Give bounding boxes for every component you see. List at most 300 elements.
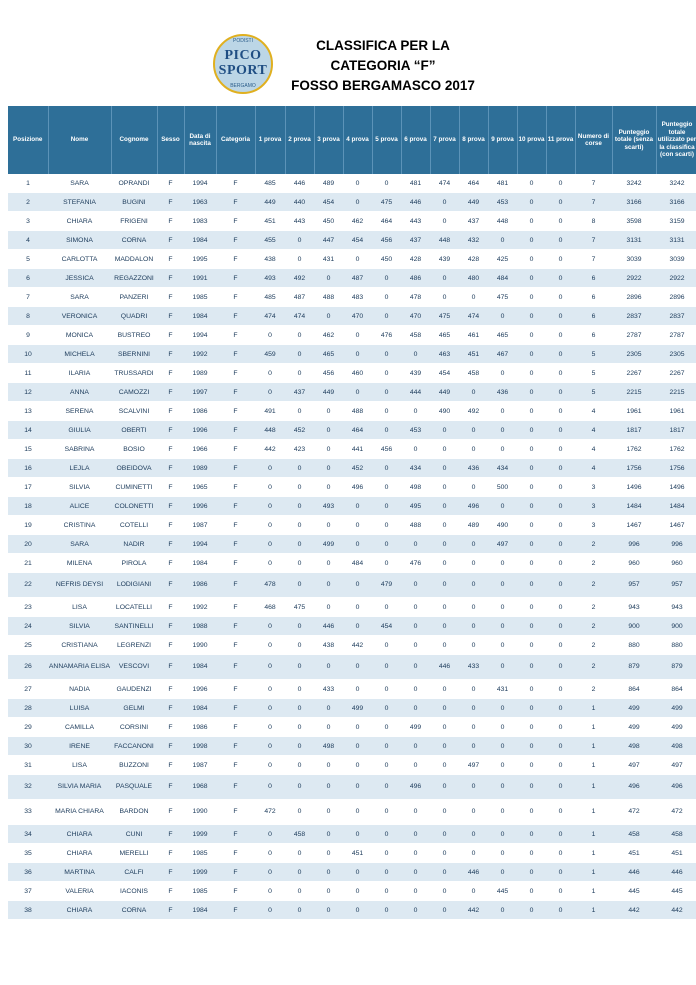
table-cell: 454: [314, 193, 343, 212]
table-cell: 0: [430, 617, 459, 636]
table-cell: 436: [488, 383, 517, 402]
table-row: [8, 680, 696, 699]
table-cell: 450: [314, 212, 343, 231]
table-cell: 0: [401, 655, 430, 680]
table-cell: VALERIA: [48, 882, 111, 901]
table-cell: 488: [401, 516, 430, 535]
table-cell: SIMONA: [48, 231, 111, 250]
table-cell: BOSIO: [111, 440, 157, 459]
table-cell: SARA: [48, 535, 111, 554]
table-cell: 0: [372, 174, 401, 193]
table-cell: 0: [343, 800, 372, 825]
table-row: [8, 825, 696, 844]
table-cell: 19: [8, 516, 48, 535]
table-cell: GELMI: [111, 699, 157, 718]
table-cell: 0: [314, 459, 343, 478]
table-cell: 0: [255, 825, 285, 844]
table-cell: LODIGIANI: [111, 573, 157, 598]
table-cell: 0: [430, 554, 459, 573]
table-cell: 472: [255, 800, 285, 825]
table-cell: 1984: [184, 554, 216, 573]
table-cell: 0: [546, 383, 575, 402]
table-cell: F: [157, 598, 184, 617]
table-cell: 0: [401, 882, 430, 901]
table-cell: 0: [372, 737, 401, 756]
table-cell: F: [216, 250, 255, 269]
table-cell: F: [157, 718, 184, 737]
table-cell: 438: [255, 250, 285, 269]
table-cell: F: [216, 636, 255, 655]
table-cell: MONICA: [48, 326, 111, 345]
table-cell: CUNI: [111, 825, 157, 844]
table-cell: F: [157, 554, 184, 573]
table-cell: 0: [372, 554, 401, 573]
table-cell: 0: [517, 326, 546, 345]
table-cell: 3131: [656, 231, 696, 250]
table-cell: 0: [401, 800, 430, 825]
table-cell: 499: [612, 718, 656, 737]
table-cell: 0: [488, 598, 517, 617]
table-cell: F: [216, 421, 255, 440]
table-cell: 479: [372, 573, 401, 598]
table-cell: 496: [459, 497, 488, 516]
table-cell: 0: [546, 699, 575, 718]
table-cell: 1756: [612, 459, 656, 478]
table-cell: 1: [8, 174, 48, 193]
table-cell: 495: [401, 497, 430, 516]
table-cell: 0: [372, 844, 401, 863]
table-cell: 957: [612, 573, 656, 598]
table-cell: LISA: [48, 756, 111, 775]
table-cell: 0: [314, 718, 343, 737]
table-row: [8, 250, 696, 269]
table-cell: 0: [488, 440, 517, 459]
table-cell: F: [157, 863, 184, 882]
table-cell: 0: [459, 718, 488, 737]
table-cell: 943: [656, 598, 696, 617]
table-cell: 441: [343, 440, 372, 459]
table-cell: 0: [372, 699, 401, 718]
table-cell: 0: [372, 655, 401, 680]
table-cell: 497: [459, 756, 488, 775]
table-cell: 0: [285, 497, 314, 516]
table-cell: SARA: [48, 288, 111, 307]
table-cell: 0: [430, 636, 459, 655]
table-cell: 0: [546, 307, 575, 326]
table-cell: 0: [314, 655, 343, 680]
table-cell: 464: [459, 174, 488, 193]
table-cell: F: [157, 825, 184, 844]
table-cell: F: [157, 440, 184, 459]
table-cell: 499: [656, 699, 696, 718]
table-cell: 0: [343, 174, 372, 193]
table-cell: 0: [488, 775, 517, 800]
table-cell: 0: [430, 737, 459, 756]
table-cell: 464: [343, 421, 372, 440]
table-row: [8, 383, 696, 402]
table-cell: 38: [8, 901, 48, 920]
table-cell: 460: [343, 364, 372, 383]
table-cell: 449: [430, 383, 459, 402]
table-cell: 443: [285, 212, 314, 231]
table-cell: 0: [372, 535, 401, 554]
table-cell: 18: [8, 497, 48, 516]
table-cell: 0: [401, 863, 430, 882]
table-cell: SABRINA: [48, 440, 111, 459]
table-cell: NADIR: [111, 535, 157, 554]
table-cell: 0: [459, 288, 488, 307]
table-cell: BUSTREO: [111, 326, 157, 345]
table-cell: 0: [314, 863, 343, 882]
table-cell: 14: [8, 421, 48, 440]
table-cell: CORSINI: [111, 718, 157, 737]
table-cell: 0: [459, 573, 488, 598]
table-cell: 1966: [184, 440, 216, 459]
table-cell: 0: [372, 402, 401, 421]
table-cell: 0: [546, 174, 575, 193]
table-cell: F: [216, 269, 255, 288]
table-cell: 0: [314, 598, 343, 617]
table-cell: 0: [546, 636, 575, 655]
table-cell: 0: [517, 680, 546, 699]
table-cell: 0: [546, 554, 575, 573]
table-cell: F: [157, 617, 184, 636]
table-cell: 0: [314, 573, 343, 598]
table-cell: 442: [343, 636, 372, 655]
table-cell: 3131: [612, 231, 656, 250]
table-cell: 0: [488, 421, 517, 440]
table-row: [8, 863, 696, 882]
table-cell: 458: [656, 825, 696, 844]
table-cell: F: [216, 882, 255, 901]
table-cell: 864: [656, 680, 696, 699]
table-cell: 0: [255, 863, 285, 882]
table-cell: 0: [517, 882, 546, 901]
table-cell: ANNA: [48, 383, 111, 402]
table-cell: 2: [575, 655, 612, 680]
table-cell: 0: [343, 882, 372, 901]
table-cell: 0: [372, 383, 401, 402]
table-cell: 11: [8, 364, 48, 383]
column-header: 2 prova: [285, 106, 314, 174]
table-cell: LUISA: [48, 699, 111, 718]
table-cell: 996: [612, 535, 656, 554]
table-cell: FRIGENI: [111, 212, 157, 231]
table-cell: 0: [372, 478, 401, 497]
table-cell: MILENA: [48, 554, 111, 573]
table-row: [8, 901, 696, 920]
table-cell: 30: [8, 737, 48, 756]
table-cell: 0: [517, 174, 546, 193]
table-cell: 13: [8, 402, 48, 421]
table-cell: 0: [517, 459, 546, 478]
table-cell: 3242: [612, 174, 656, 193]
table-cell: 1762: [612, 440, 656, 459]
table-cell: 0: [372, 497, 401, 516]
table-cell: 0: [546, 440, 575, 459]
table-cell: 0: [314, 421, 343, 440]
table-cell: 0: [255, 383, 285, 402]
table-cell: 0: [488, 307, 517, 326]
table-cell: 0: [285, 326, 314, 345]
table-cell: 500: [488, 478, 517, 497]
table-cell: 0: [285, 756, 314, 775]
table-cell: 6: [575, 326, 612, 345]
table-cell: 0: [343, 825, 372, 844]
table-cell: MARIA CHIARA: [48, 800, 111, 825]
table-cell: 27: [8, 680, 48, 699]
table-cell: 900: [656, 617, 696, 636]
table-cell: 475: [372, 193, 401, 212]
table-cell: 1987: [184, 516, 216, 535]
table-cell: 423: [285, 440, 314, 459]
table-cell: 0: [285, 573, 314, 598]
table-cell: 0: [401, 825, 430, 844]
table-cell: 463: [430, 345, 459, 364]
table-cell: 4: [575, 440, 612, 459]
table-cell: 474: [459, 307, 488, 326]
table-cell: 7: [575, 174, 612, 193]
table-cell: 446: [656, 863, 696, 882]
table-cell: 491: [255, 402, 285, 421]
table-cell: 474: [285, 307, 314, 326]
table-cell: CHIARA: [48, 844, 111, 863]
table-cell: 879: [612, 655, 656, 680]
table-cell: 0: [517, 269, 546, 288]
table-cell: 5: [575, 383, 612, 402]
table-cell: 0: [343, 756, 372, 775]
table-row: [8, 497, 696, 516]
table-cell: COLONETTI: [111, 497, 157, 516]
table-cell: F: [216, 478, 255, 497]
table-cell: 2267: [612, 364, 656, 383]
table-cell: 0: [401, 617, 430, 636]
table-cell: 0: [517, 193, 546, 212]
table-cell: 465: [430, 326, 459, 345]
table-cell: 0: [546, 345, 575, 364]
table-cell: 1995: [184, 250, 216, 269]
page-header: [0, 30, 696, 102]
table-cell: F: [157, 193, 184, 212]
table-cell: 1985: [184, 844, 216, 863]
table-cell: 0: [488, 863, 517, 882]
table-cell: F: [157, 535, 184, 554]
table-row: [8, 269, 696, 288]
table-cell: LOCATELLI: [111, 598, 157, 617]
table-cell: 0: [255, 844, 285, 863]
table-cell: 444: [401, 383, 430, 402]
table-cell: 0: [430, 844, 459, 863]
table-cell: 0: [372, 882, 401, 901]
table-cell: 499: [343, 699, 372, 718]
table-row: [8, 193, 696, 212]
table-cell: 3: [8, 212, 48, 231]
table-row: [8, 655, 696, 680]
table-cell: F: [157, 497, 184, 516]
table-cell: 0: [430, 421, 459, 440]
table-cell: 451: [343, 844, 372, 863]
table-cell: 28: [8, 699, 48, 718]
table-cell: 451: [656, 844, 696, 863]
column-header: 6 prova: [401, 106, 430, 174]
table-cell: COTELLI: [111, 516, 157, 535]
table-cell: 0: [488, 402, 517, 421]
table-cell: 0: [314, 756, 343, 775]
table-cell: F: [157, 288, 184, 307]
table-cell: SERENA: [48, 402, 111, 421]
table-cell: F: [216, 440, 255, 459]
table-cell: 1984: [184, 901, 216, 920]
table-cell: 0: [517, 478, 546, 497]
table-cell: ILARIA: [48, 364, 111, 383]
table-cell: 6: [575, 307, 612, 326]
table-cell: 1984: [184, 699, 216, 718]
table-cell: 0: [546, 598, 575, 617]
table-cell: 496: [656, 775, 696, 800]
table-cell: SILVIA MARIA: [48, 775, 111, 800]
table-cell: F: [216, 307, 255, 326]
table-cell: F: [216, 345, 255, 364]
table-cell: 0: [343, 193, 372, 212]
table-cell: 489: [314, 174, 343, 193]
table-cell: 2305: [612, 345, 656, 364]
table-cell: 1984: [184, 231, 216, 250]
table-cell: 499: [612, 699, 656, 718]
table-cell: 452: [285, 421, 314, 440]
table-cell: 438: [314, 636, 343, 655]
table-cell: 0: [314, 775, 343, 800]
table-cell: PANZERI: [111, 288, 157, 307]
table-cell: 4: [575, 421, 612, 440]
table-cell: 0: [488, 573, 517, 598]
table-cell: MERELLI: [111, 844, 157, 863]
table-cell: 484: [488, 269, 517, 288]
table-cell: 0: [401, 699, 430, 718]
table-cell: 0: [401, 402, 430, 421]
table-cell: 462: [314, 326, 343, 345]
title-line-3: FOSSO BERGAMASCO 2017: [291, 78, 475, 93]
table-cell: 0: [255, 718, 285, 737]
table-cell: 1817: [612, 421, 656, 440]
table-cell: 0: [285, 516, 314, 535]
table-cell: 2: [575, 554, 612, 573]
table-cell: 3598: [612, 212, 656, 231]
table-cell: 0: [314, 516, 343, 535]
table-cell: 0: [401, 844, 430, 863]
table-cell: 475: [488, 288, 517, 307]
table-cell: 37: [8, 882, 48, 901]
table-cell: 468: [255, 598, 285, 617]
table-cell: 446: [285, 174, 314, 193]
table-cell: 0: [546, 402, 575, 421]
table-cell: 465: [488, 326, 517, 345]
table-cell: F: [157, 364, 184, 383]
column-header: Sesso: [157, 106, 184, 174]
table-cell: 0: [546, 364, 575, 383]
table-cell: 0: [517, 554, 546, 573]
table-cell: 5: [575, 345, 612, 364]
table-cell: 0: [459, 478, 488, 497]
table-cell: 1994: [184, 535, 216, 554]
table-cell: IRENE: [48, 737, 111, 756]
table-cell: 0: [488, 231, 517, 250]
table-row: [8, 636, 696, 655]
table-cell: 0: [459, 699, 488, 718]
table-cell: VERONICA: [48, 307, 111, 326]
table-cell: 0: [343, 516, 372, 535]
table-cell: 461: [459, 326, 488, 345]
column-header: Numero di corse: [575, 106, 612, 174]
table-cell: 1496: [656, 478, 696, 497]
table-cell: 488: [343, 402, 372, 421]
table-cell: 446: [459, 863, 488, 882]
table-cell: 1467: [656, 516, 696, 535]
table-cell: 0: [285, 636, 314, 655]
table-row: [8, 288, 696, 307]
table-cell: 455: [255, 231, 285, 250]
table-cell: 1985: [184, 288, 216, 307]
table-cell: 0: [314, 402, 343, 421]
table-cell: 0: [372, 364, 401, 383]
table-cell: 0: [314, 699, 343, 718]
table-cell: 443: [401, 212, 430, 231]
table-cell: F: [157, 655, 184, 680]
table-cell: 0: [488, 825, 517, 844]
table-row: [8, 535, 696, 554]
table-cell: 0: [285, 800, 314, 825]
table-cell: 1484: [656, 497, 696, 516]
table-cell: 0: [255, 737, 285, 756]
table-cell: CAMILLA: [48, 718, 111, 737]
table-cell: F: [216, 756, 255, 775]
table-cell: 3166: [656, 193, 696, 212]
table-cell: 2: [8, 193, 48, 212]
table-cell: 3166: [612, 193, 656, 212]
table-cell: 434: [488, 459, 517, 478]
table-cell: 0: [546, 573, 575, 598]
column-header: 5 prova: [372, 106, 401, 174]
table-cell: 472: [612, 800, 656, 825]
table-cell: TRUSSARDI: [111, 364, 157, 383]
table-cell: 470: [401, 307, 430, 326]
table-cell: 0: [517, 737, 546, 756]
table-cell: 476: [372, 326, 401, 345]
table-cell: 1965: [184, 478, 216, 497]
table-cell: 2: [575, 617, 612, 636]
table-cell: 4: [8, 231, 48, 250]
table-cell: F: [157, 901, 184, 920]
table-cell: 21: [8, 554, 48, 573]
table-cell: 0: [546, 800, 575, 825]
table-cell: 0: [401, 440, 430, 459]
table-cell: ALICE: [48, 497, 111, 516]
table-cell: 6: [575, 288, 612, 307]
table-cell: 34: [8, 825, 48, 844]
table-cell: NADIA: [48, 680, 111, 699]
table-cell: 1: [575, 863, 612, 882]
column-header: 4 prova: [343, 106, 372, 174]
table-cell: 0: [546, 718, 575, 737]
table-cell: 0: [343, 655, 372, 680]
table-cell: 0: [401, 636, 430, 655]
table-cell: 1992: [184, 345, 216, 364]
table-cell: F: [157, 775, 184, 800]
table-cell: 0: [255, 326, 285, 345]
table-cell: 454: [372, 617, 401, 636]
table-cell: 0: [255, 655, 285, 680]
table-cell: 0: [343, 535, 372, 554]
table-cell: 1988: [184, 617, 216, 636]
